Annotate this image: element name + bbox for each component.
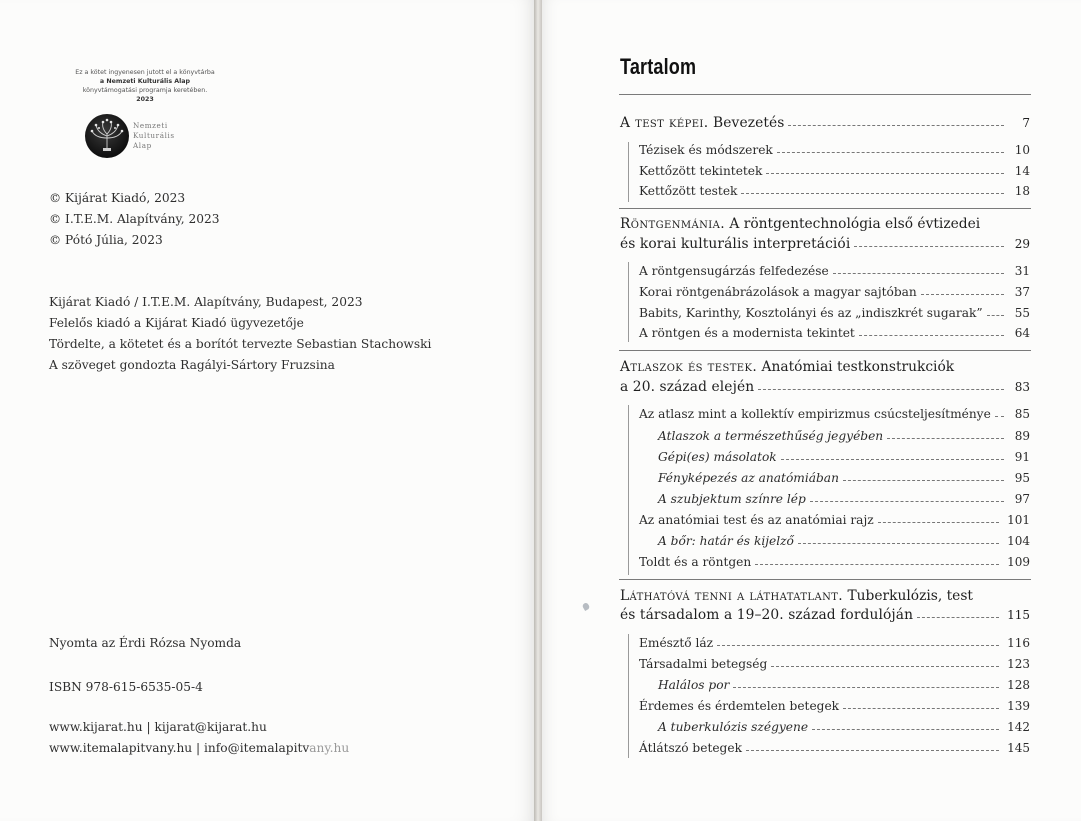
printer-line: Nyomta az Érdi Rózsa Nyomda [49, 636, 242, 650]
section-vrule [628, 142, 629, 202]
toc-item: Toldt és a röntgen 109 [639, 555, 1030, 569]
toc-item: A röntgen és a modernista tekintet 64 [639, 326, 1030, 340]
isbn-line: ISBN 978-615-6535-05-4 [49, 680, 203, 694]
nka-logo-text: Nemzeti Kulturális Alap [133, 121, 175, 150]
toc-subitem: A szubjektum színre lép 97 [658, 492, 1030, 506]
toc-item: Az anatómiai test és az anatómiai rajz 101 [639, 513, 1030, 527]
toc-subitem: Fényképezés az anatómiában 95 [658, 471, 1030, 485]
credits-block [49, 292, 431, 376]
credit-line: Felelős kiadó a Kijárat Kiadó ügyvezetője [49, 316, 304, 330]
grant-line: a Nemzeti Kulturális Alap [99, 78, 191, 85]
copyright-line: © Pótó Júlia, 2023 [49, 233, 163, 247]
credit-line: Kijárat Kiadó / I.T.E.M. Alapítvány, Budapest, 2023 [49, 295, 363, 309]
book-gutter [534, 0, 542, 821]
toc-rule [619, 350, 1031, 351]
toc-subitem: Atlaszok a természethűség jegyében 89 [658, 429, 1030, 443]
grant-line: Ez a kötet ingyenesen jutott el a könyvtárba [75, 69, 215, 76]
leader-dots [788, 125, 1004, 126]
grant-notice [40, 68, 250, 104]
toc-item: Kettőzött testek 18 [639, 184, 1030, 198]
toc-item: Emésztő láz 116 [639, 636, 1030, 650]
toc-rule [619, 579, 1031, 580]
toc-item: Kettőzött tekintetek 14 [639, 164, 1030, 178]
toc-subitem: Halálos por 128 [658, 678, 1030, 692]
toc-item: Az atlasz mint a kollektív empirizmus csúcsteljesítménye 85 [639, 407, 1030, 421]
toc-item: A röntgensugárzás felfedezése 31 [639, 264, 1030, 278]
nka-logo [85, 114, 205, 164]
copyright-block [49, 188, 220, 251]
section-vrule [628, 634, 629, 758]
web-link-kijarat: www.kijarat.hu | kijarat@kijarat.hu [49, 720, 267, 734]
toc-title: Tartalom [620, 54, 697, 79]
grant-line: könyvtámogatási programja keretében. [82, 87, 208, 94]
toc-section-2: és korai kulturális interpretációi 29 [620, 236, 1030, 252]
section-vrule [628, 405, 629, 575]
toc-subitem: A tuberkulózis szégyene 142 [658, 720, 1030, 734]
toc-section-3-line1: Atlaszok és testek. Anatómiai testkonstrukciók [620, 359, 955, 375]
toc-section-4-line1: Láthatóvá tenni a láthatatlant. Tuberkulózis, test [620, 588, 973, 604]
copyright-line: © Kijárat Kiadó, 2023 [49, 191, 186, 205]
toc-item: Érdemes és érdemtelen betegek 139 [639, 699, 1030, 713]
toc-item: Tézisek és módszerek 10 [639, 143, 1030, 157]
toc-section-4: és társadalom a 19–20. század fordulóján 115 [620, 607, 1030, 623]
toc-section-3: a 20. század elején 83 [620, 379, 1030, 395]
toc-item: Átlátszó betegek 145 [639, 741, 1030, 755]
toc-item: Babits, Karinthy, Kosztolányi és az „indiszkrét sugarak” 55 [639, 306, 1030, 320]
section-vrule [628, 262, 629, 342]
copyright-line: © I.T.E.M. Alapítvány, 2023 [49, 212, 220, 226]
web-links [49, 717, 349, 759]
toc-rule [619, 208, 1031, 209]
nka-emblem-icon [85, 114, 129, 158]
toc-subitem: A bőr: határ és kijelző 104 [658, 534, 1030, 548]
toc-top-rule [619, 94, 1031, 95]
toc-item: Társadalmi betegség 123 [639, 657, 1030, 671]
page-number: 7 [1022, 116, 1030, 130]
toc-item: Korai röntgenábrázolások a magyar sajtóban 37 [639, 285, 1030, 299]
credit-line: A szöveget gondozta Ragályi-Sártory Fruzsina [49, 358, 335, 372]
credit-line: Tördelte, a kötetet és a borítót tervezte Sebastian Stachowski [49, 337, 432, 351]
toc-section-1: A test képei. Bevezetés 7 [620, 115, 1030, 131]
toc-subitem: Gépi(es) másolatok 91 [658, 450, 1030, 464]
web-link-item: www.itemalapitvany.hu | info@itemalapitvany.hu [49, 741, 350, 755]
toc-section-2-line1: Röntgenmánia. A röntgentechnológia első évtizedei [620, 216, 981, 232]
grant-year: 2023 [136, 96, 154, 103]
